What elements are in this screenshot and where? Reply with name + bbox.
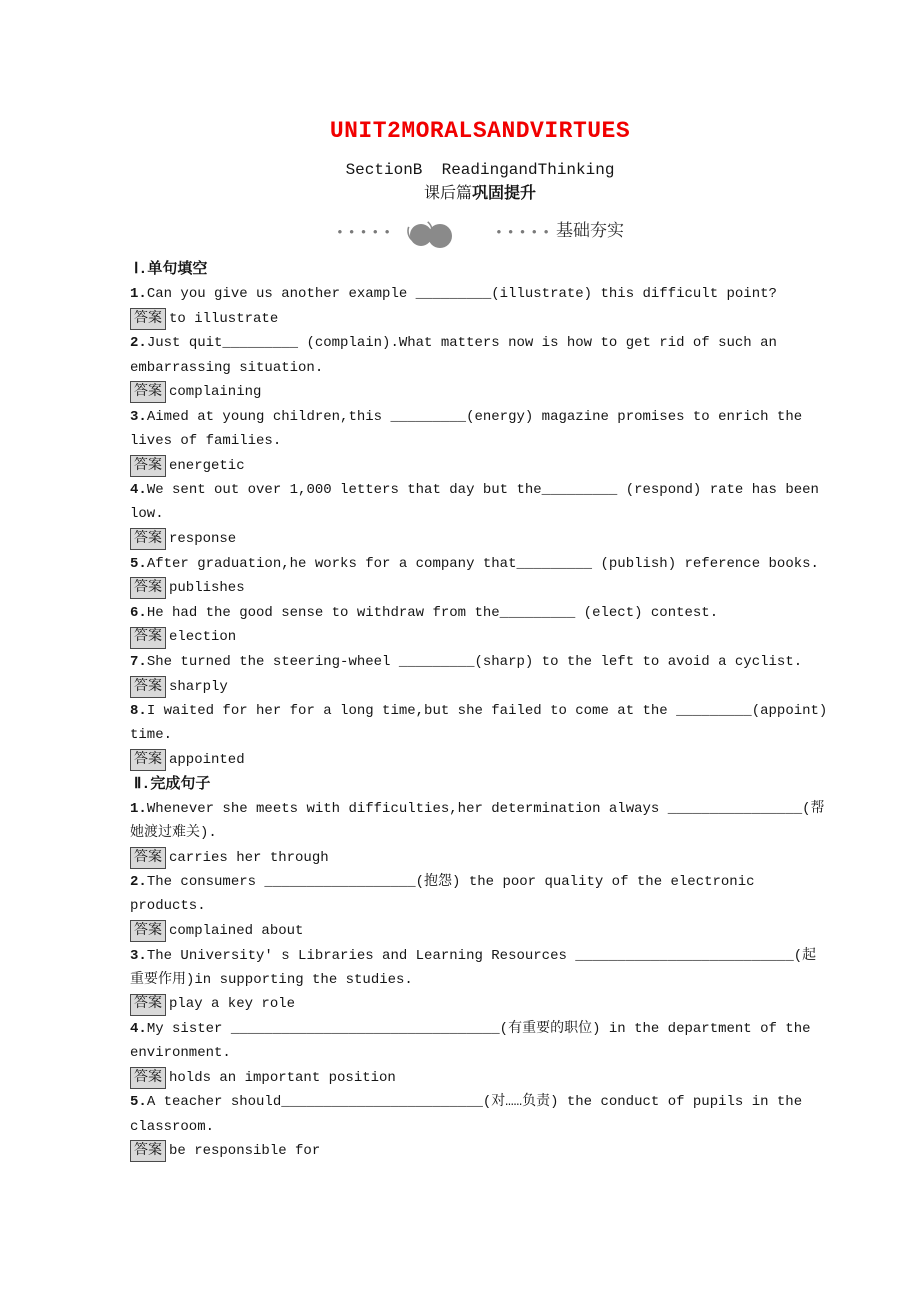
answer-row <box>130 576 830 601</box>
question <box>130 650 830 674</box>
answer-text: publishes <box>169 580 245 597</box>
answer-label: 答案 <box>130 1140 166 1162</box>
question-text: Whenever she meets with difficulties,her determination always ________________(帮她渡过难关). <box>130 800 825 842</box>
question <box>130 282 830 306</box>
section-heading-1: Ⅰ.单句填空 <box>134 261 208 278</box>
question-text: Just quit_________ (complain).What matters now is how to get rid of such an embarrassing situation. <box>130 335 777 376</box>
question-text: Aimed at young children,this _________(energy) magazine promises to enrich the lives of families. <box>130 408 803 450</box>
question-number: 2. <box>130 335 147 352</box>
answer-label: 答案 <box>130 994 166 1016</box>
question-text: He had the good sense to withdraw from the_________ (elect) contest. <box>146 604 719 621</box>
section-heading-2: Ⅱ.完成句子 <box>134 775 211 793</box>
dots-left-icon: ••••• <box>335 225 395 240</box>
question-number: 1. <box>130 800 147 817</box>
subheading-bold: 巩固提升 <box>472 185 537 203</box>
answer-text: play a key role <box>169 996 296 1013</box>
answer-label: 答案 <box>130 308 166 330</box>
answer-label: 答案 <box>130 627 166 649</box>
question-number: 5. <box>130 1094 147 1111</box>
double-circle-icon <box>399 218 455 248</box>
answer-text: be responsible for <box>169 1143 321 1160</box>
dots-right-icon: ••••• <box>495 225 555 240</box>
question-number: 4. <box>130 1021 147 1038</box>
answer-row <box>130 527 830 552</box>
question <box>130 1017 830 1065</box>
question-text: After graduation,he works for a company that_________ (publish) reference books. <box>146 555 819 572</box>
answer-label: 答案 <box>130 847 166 869</box>
question <box>130 405 830 453</box>
answer-label: 答案 <box>130 577 166 599</box>
question <box>130 331 830 379</box>
question-text: The consumers __________________(抱怨) the poor quality of the electronic products. <box>130 874 755 915</box>
question-text: Can you give us another example _________(illustrate) this difficult point? <box>146 286 777 303</box>
answer-text: holds an important position <box>169 1069 396 1086</box>
answer-row <box>130 306 830 331</box>
question-number: 1. <box>130 286 147 303</box>
answer-text: sharply <box>169 678 228 695</box>
answer-row <box>130 1139 830 1164</box>
answer-text: appointed <box>169 752 245 769</box>
question-number: 7. <box>130 654 147 671</box>
answer-text: to illustrate <box>169 310 279 327</box>
answer-text: election <box>169 629 237 646</box>
question-text: My sister ________________________________(有重要的职位) in the department of the environment. <box>130 1021 811 1062</box>
question <box>130 944 830 992</box>
question <box>130 797 830 845</box>
page-title: UNIT2MORALSANDVIRTUES <box>329 118 631 144</box>
answer-row <box>130 845 830 870</box>
question-number: 5. <box>130 555 147 572</box>
banner-label: 基础夯实 <box>556 223 625 242</box>
question-number: 8. <box>130 703 147 720</box>
answer-label: 答案 <box>130 528 166 550</box>
answer-text: energetic <box>169 457 245 474</box>
answer-label: 答案 <box>130 749 166 771</box>
subheading-prefix: 课后篇 <box>423 185 472 203</box>
worksheet-content <box>130 116 830 1164</box>
question-text: We sent out over 1,000 letters that day but the_________ (respond) rate has been low. <box>130 482 819 523</box>
section-banner <box>130 218 830 248</box>
question-text: I waited for her for a long time,but she failed to come at the _________(appoint) time. <box>130 703 828 744</box>
answer-label: 答案 <box>130 1067 166 1089</box>
answer-label: 答案 <box>130 455 166 477</box>
question-number: 3. <box>130 408 147 425</box>
answer-row <box>130 453 830 478</box>
section-subtitle: SectionB ReadingandThinking <box>345 161 615 179</box>
question-number: 2. <box>130 874 147 891</box>
answer-text: complained about <box>169 923 304 940</box>
question-text: She turned the steering-wheel _________(sharp) to the left to avoid a cyclist. <box>146 654 803 671</box>
question-number: 4. <box>130 482 147 499</box>
question-number: 3. <box>130 947 147 964</box>
answer-row <box>130 674 830 699</box>
answer-row <box>130 380 830 405</box>
answer-row <box>130 992 830 1017</box>
answer-label: 答案 <box>130 676 166 698</box>
question <box>130 552 830 576</box>
answer-label: 答案 <box>130 920 166 942</box>
question <box>130 699 830 747</box>
answer-row <box>130 1065 830 1090</box>
question <box>130 478 830 526</box>
answer-text: carries her through <box>169 849 329 866</box>
question-number: 6. <box>130 604 147 621</box>
question <box>130 1090 830 1138</box>
answer-row <box>130 919 830 944</box>
answer-row <box>130 625 830 650</box>
answer-label: 答案 <box>130 381 166 403</box>
answer-row <box>130 748 830 773</box>
lesson-subheading <box>130 182 830 206</box>
question <box>130 870 830 918</box>
question-text: The University' s Libraries and Learning Resources __________________________(起重要作用)in supporting the studies. <box>130 947 817 988</box>
question-text: A teacher should________________________(对……负责) the conduct of pupils in the classroom. <box>130 1094 803 1135</box>
question <box>130 601 830 625</box>
answer-text: complaining <box>169 384 262 401</box>
answer-text: response <box>169 531 237 548</box>
